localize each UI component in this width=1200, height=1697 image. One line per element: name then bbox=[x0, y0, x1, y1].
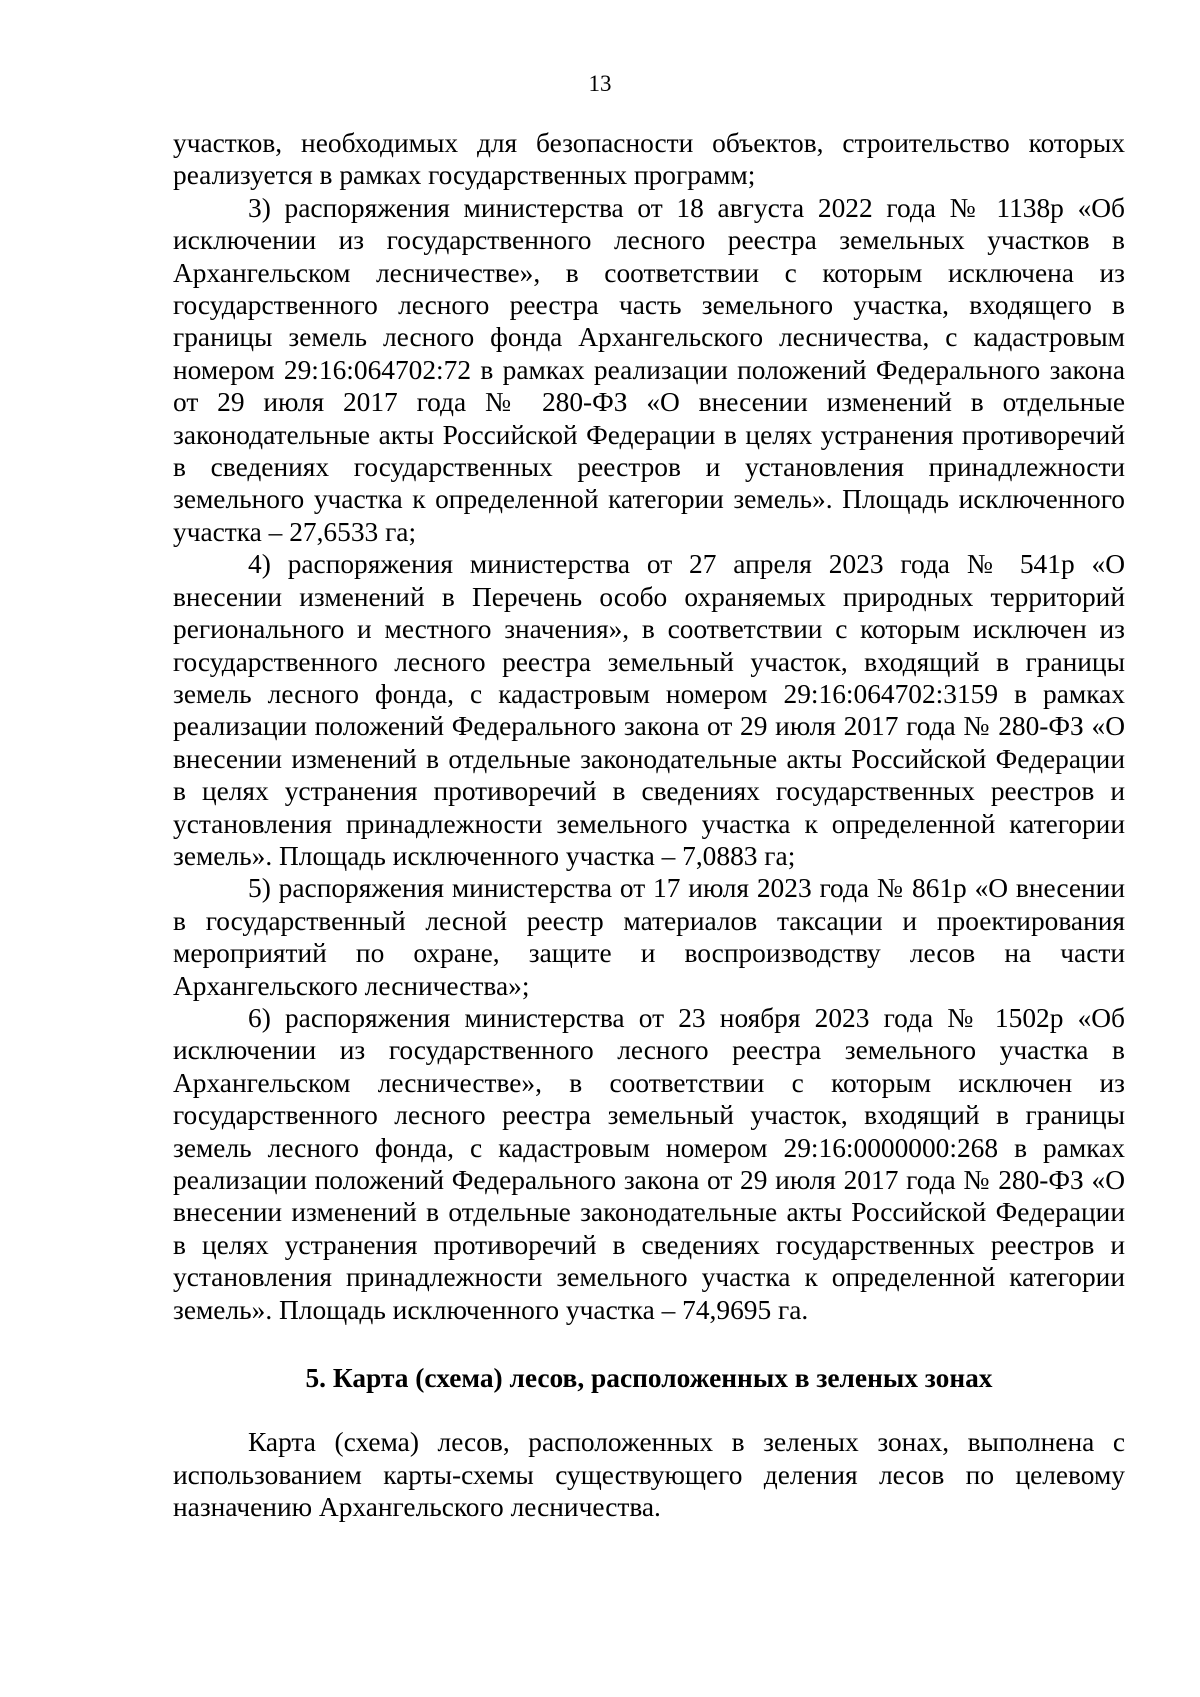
list-item-3: 3) распоряжения министерства от 18 августа 2022 года № 1138р «Об исключении из государственного лесного реестра земельных участков в Архангельском лесничестве», в соответствии с которым исключена из государственного лесного реестра часть земельного участка, входящего в границы земель лесного фонда Архангельского лесничества, с кадастровым номером 29:16:064702:72 в рамках реализации положений Федерального закона от 29 июля 2017 года № 280-ФЗ «О внесении изменений в отдельные законодательные акты Российской Федерации в целях устранения противоречий в сведениях государственных реестров и установления принадлежности земельного участка к определенной категории земель». Площадь исключенного участка – 27,6533 га; bbox=[173, 192, 1125, 547]
list-item-6: 6) распоряжения министерства от 23 ноября 2023 года № 1502р «Об исключении из государственного лесного реестра земельного участка в Архангельском лесничестве», в соответствии с которым исключен из государственного лесного реестра земельный участок, входящий в границы земель лесного фонда, с кадастровым номером 29:16:0000000:268 в рамках реализации положений Федерального закона от 29 июля 2017 года № 280-ФЗ «О внесении изменений в отдельные законодательные акты Российской Федерации в целях устранения противоречий в сведениях государственных реестров и установления принадлежности земельного участка к определенной категории земель». Площадь исключенного участка – 74,9695 га. bbox=[173, 1002, 1125, 1325]
section-heading: 5. Карта (схема) лесов, расположенных в зеленых зонах bbox=[305, 1363, 993, 1394]
list-item-4: 4) распоряжения министерства от 27 апреля 2023 года № 541р «О внесении изменений в Перечень особо охраняемых природных территорий регионального и местного значения», в соответствии с которым исключен из государственного лесного реестра земельный участок, входящий в границы земель лесного фонда, с кадастровым номером 29:16:064702:3159 в рамках реализации положений Федерального закона от 29 июля 2017 года № 280-ФЗ «О внесении изменений в отдельные законодательные акты Российской Федерации в целях устранения противоречий в сведениях государственных реестров и установления принадлежности земельного участка к определенной категории земель». Площадь исключенного участка – 7,0883 га; bbox=[173, 549, 1125, 871]
list-item-5: 5) распоряжения министерства от 17 июля 2023 года № 861р «О внесении в государственный лесной реестр материалов таксации и проектирования мероприятий по охране, защите и воспроизводству лесов на части Архангельского лесничества»; bbox=[173, 873, 1125, 1001]
document-body bbox=[173, 127, 1125, 1524]
section-paragraph: Карта (схема) лесов, расположенных в зеленых зонах, выполнена с использованием карты-схемы существующего деления лесов по целевому назначению Архангельского лесничества. bbox=[173, 1427, 1125, 1523]
paragraph-continuation: участков, необходимых для безопасности объектов, строительство которых реализуется в рамках государственных программ; bbox=[173, 128, 1125, 191]
page-number: 13 bbox=[588, 71, 612, 96]
